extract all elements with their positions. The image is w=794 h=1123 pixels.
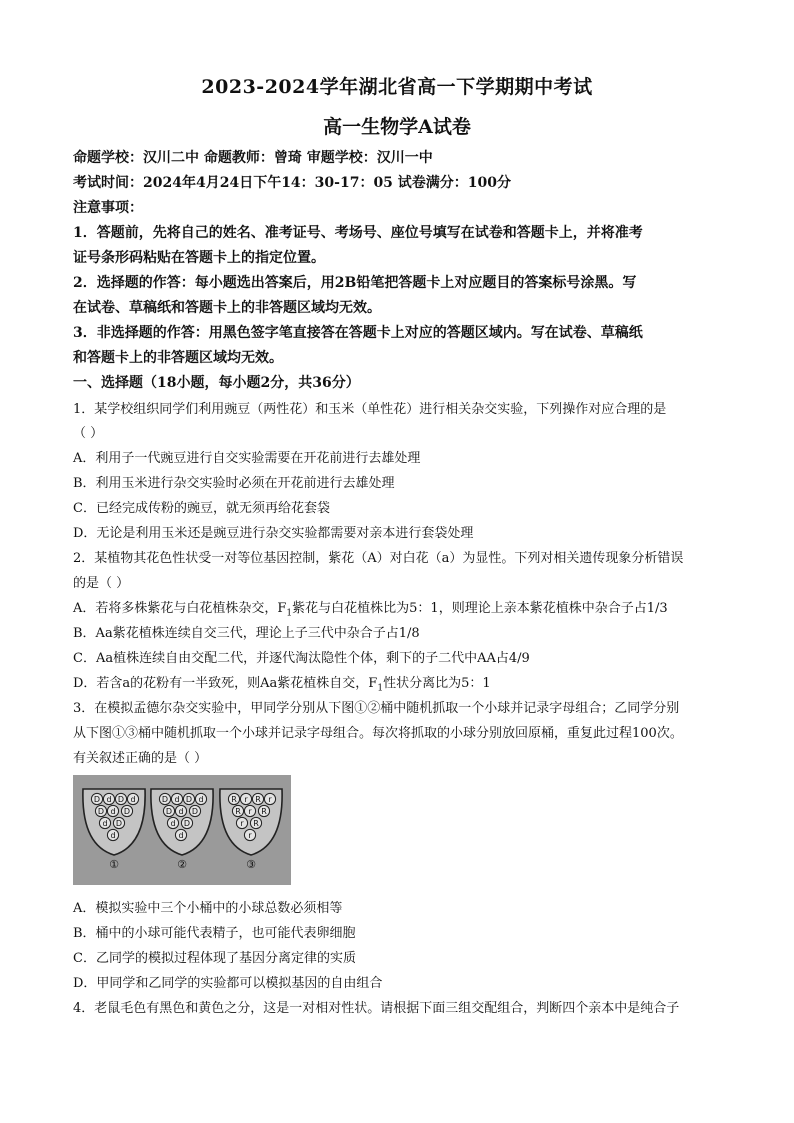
bucket-1-ball-letter: D [115, 819, 123, 828]
notes-heading: 注意事项： [73, 200, 143, 216]
bucket-3-ball-letter: r [240, 819, 244, 828]
q1-option-d: D．无论是利用玉米还是豌豆进行杂交实验都需要对亲本进行套袋处理 [73, 526, 474, 541]
bucket-1-ball-letter: d [130, 795, 136, 804]
note-1: 1．答题前，先将自己的姓名、准考证号、考场号、座位号填写在试卷和答题卡上，并将准考 [73, 225, 643, 241]
section-heading: 一、选择题（18小题，每小题2分，共36分） [73, 375, 360, 391]
bucket-3-ball-letter: R [235, 807, 241, 816]
bucket-1-ball-letter: D [97, 807, 105, 816]
note-3: 3．非选择题的作答：用黑色签字笔直接答在答题卡上对应的答题区域内。写在试卷、草稿纸 [73, 325, 643, 341]
bucket-3-ball-letter: R [231, 795, 237, 804]
bucket-1-ball-letter: d [110, 807, 116, 816]
bucket-3-label: ③ [246, 858, 256, 871]
bucket-2-ball-letter: D [165, 807, 173, 816]
bucket-2-ball-letter: d [178, 831, 184, 840]
q2-stem: 2．某植物其花色性状受一对等位基因控制，紫花（A）对白花（a）为显性。下列对相关遗传现象分析错误 [73, 551, 684, 566]
q1-stem: 1．某学校组织同学们利用豌豆（两性花）和玉米（单性花）进行相关杂交实验，下列操作对应合理的是 [73, 402, 667, 417]
bucket-2-ball-letter: D [191, 807, 199, 816]
bucket-1-ball-letter: d [106, 795, 112, 804]
bucket-3-ball-letter: r [244, 795, 248, 804]
bucket-1-ball-letter: D [117, 795, 125, 804]
bucket-2-ball-letter: D [183, 819, 191, 828]
note-2: 2．选择题的作答：每小题选出答案后，用2B铅笔把答题卡上对应题目的答案标号涂黑。写 [73, 275, 637, 291]
q4-stem: 4．老鼠毛色有黑色和黄色之分，这是一对相对性状。请根据下面三组交配组合，判断四个亲本中是纯合子 [73, 1001, 680, 1016]
exam-subtitle: 高一生物学A试卷 [323, 116, 471, 138]
q2-option-a: A．若将多株紫花与白花植株杂交，$F_1$紫花与白花植株比为5：1，则理论上亲本紫花植株中杂合子占1/3 [73, 601, 668, 619]
bucket-2-label: ② [177, 858, 187, 871]
bucket-3-ball-letter: r [248, 831, 252, 840]
note-3-cont: 和答题卡上的非答题区域均无效。 [73, 350, 283, 366]
bucket-2-ball-letter: d [198, 795, 204, 804]
q1-stem-blank: （ ） [73, 426, 104, 441]
bucket-3-ball-letter: R [253, 819, 259, 828]
q1-option-a: A．利用子一代豌豆进行自交实验需要在开花前进行去雄处理 [73, 451, 421, 466]
bucket-1-ball-letter: d [110, 831, 116, 840]
note-1-cont: 证号条形码粘贴在答题卡上的指定位置。 [73, 250, 325, 266]
q2-stem-cont: 的是（ ） [73, 576, 130, 591]
bucket-2-ball-letter: D [185, 795, 193, 804]
q3-option-c: C．乙同学的模拟过程体现了基因分离定律的实质 [73, 951, 356, 966]
bucket-1-ball-letter: D [123, 807, 131, 816]
q3-option-d: D．甲同学和乙同学的实验都可以模拟基因的自由组合 [73, 976, 383, 991]
bucket-2-ball-letter: D [161, 795, 169, 804]
bucket-3-ball-letter: R [261, 807, 267, 816]
bucket-figure [73, 775, 291, 885]
bucket-1-label: ① [109, 858, 119, 871]
bucket-3-ball-letter: r [268, 795, 272, 804]
bucket-1-ball-letter: D [93, 795, 101, 804]
note-2-cont: 在试卷、草稿纸和答题卡上的非答题区域均无效。 [73, 300, 381, 316]
bucket-2-ball-letter: d [178, 807, 184, 816]
q2-option-d: D．若含a的花粉有一半致死，则Aa紫花植株自交，$F_1$性状分离比为5：1 [73, 676, 491, 694]
info-time: 考试时间：2024年4月24日下午14：30-17：05 试卷满分：100分 [73, 175, 512, 191]
q1-option-c: C．已经完成传粉的豌豆，就无须再给花套袋 [73, 501, 330, 516]
bucket-1-ball-letter: d [102, 819, 108, 828]
q3-stem-cont: 从下图①③桶中随机抓取一个小球并记录字母组合。每次将抓取的小球分别放回原桶，重复此过程100次。 [73, 726, 683, 741]
bucket-3-ball-letter: R [255, 795, 261, 804]
q3-option-b: B．桶中的小球可能代表精子，也可能代表卵细胞 [73, 926, 356, 941]
bucket-3-ball-letter: r [248, 807, 252, 816]
q3-option-a: A．模拟实验中三个小桶中的小球总数必须相等 [73, 901, 343, 916]
info-authors: 命题学校：汉川二中 命题教师：曾琦 审题学校：汉川一中 [73, 150, 433, 166]
q2-option-b: B．Aa紫花植株连续自交三代，理论上子三代中杂合子占1/8 [73, 626, 420, 641]
bucket-2-ball-letter: d [174, 795, 180, 804]
q1-option-b: B．利用玉米进行杂交实验时必须在开花前进行去雄处理 [73, 476, 395, 491]
q2-option-c: C．Aa植株连续自由交配二代，并逐代淘汰隐性个体，剩下的子二代中AA占4/9 [73, 651, 530, 666]
bucket-2-ball-letter: d [170, 819, 176, 828]
q3-stem-question: 有关叙述正确的是（ ） [73, 751, 208, 766]
exam-title: 2023-2024学年湖北省高一下学期期中考试 [201, 76, 593, 98]
q3-stem: 3．在模拟孟德尔杂交实验中，甲同学分别从下图①②桶中随机抓取一个小球并记录字母组合；乙同学分别 [73, 701, 680, 716]
